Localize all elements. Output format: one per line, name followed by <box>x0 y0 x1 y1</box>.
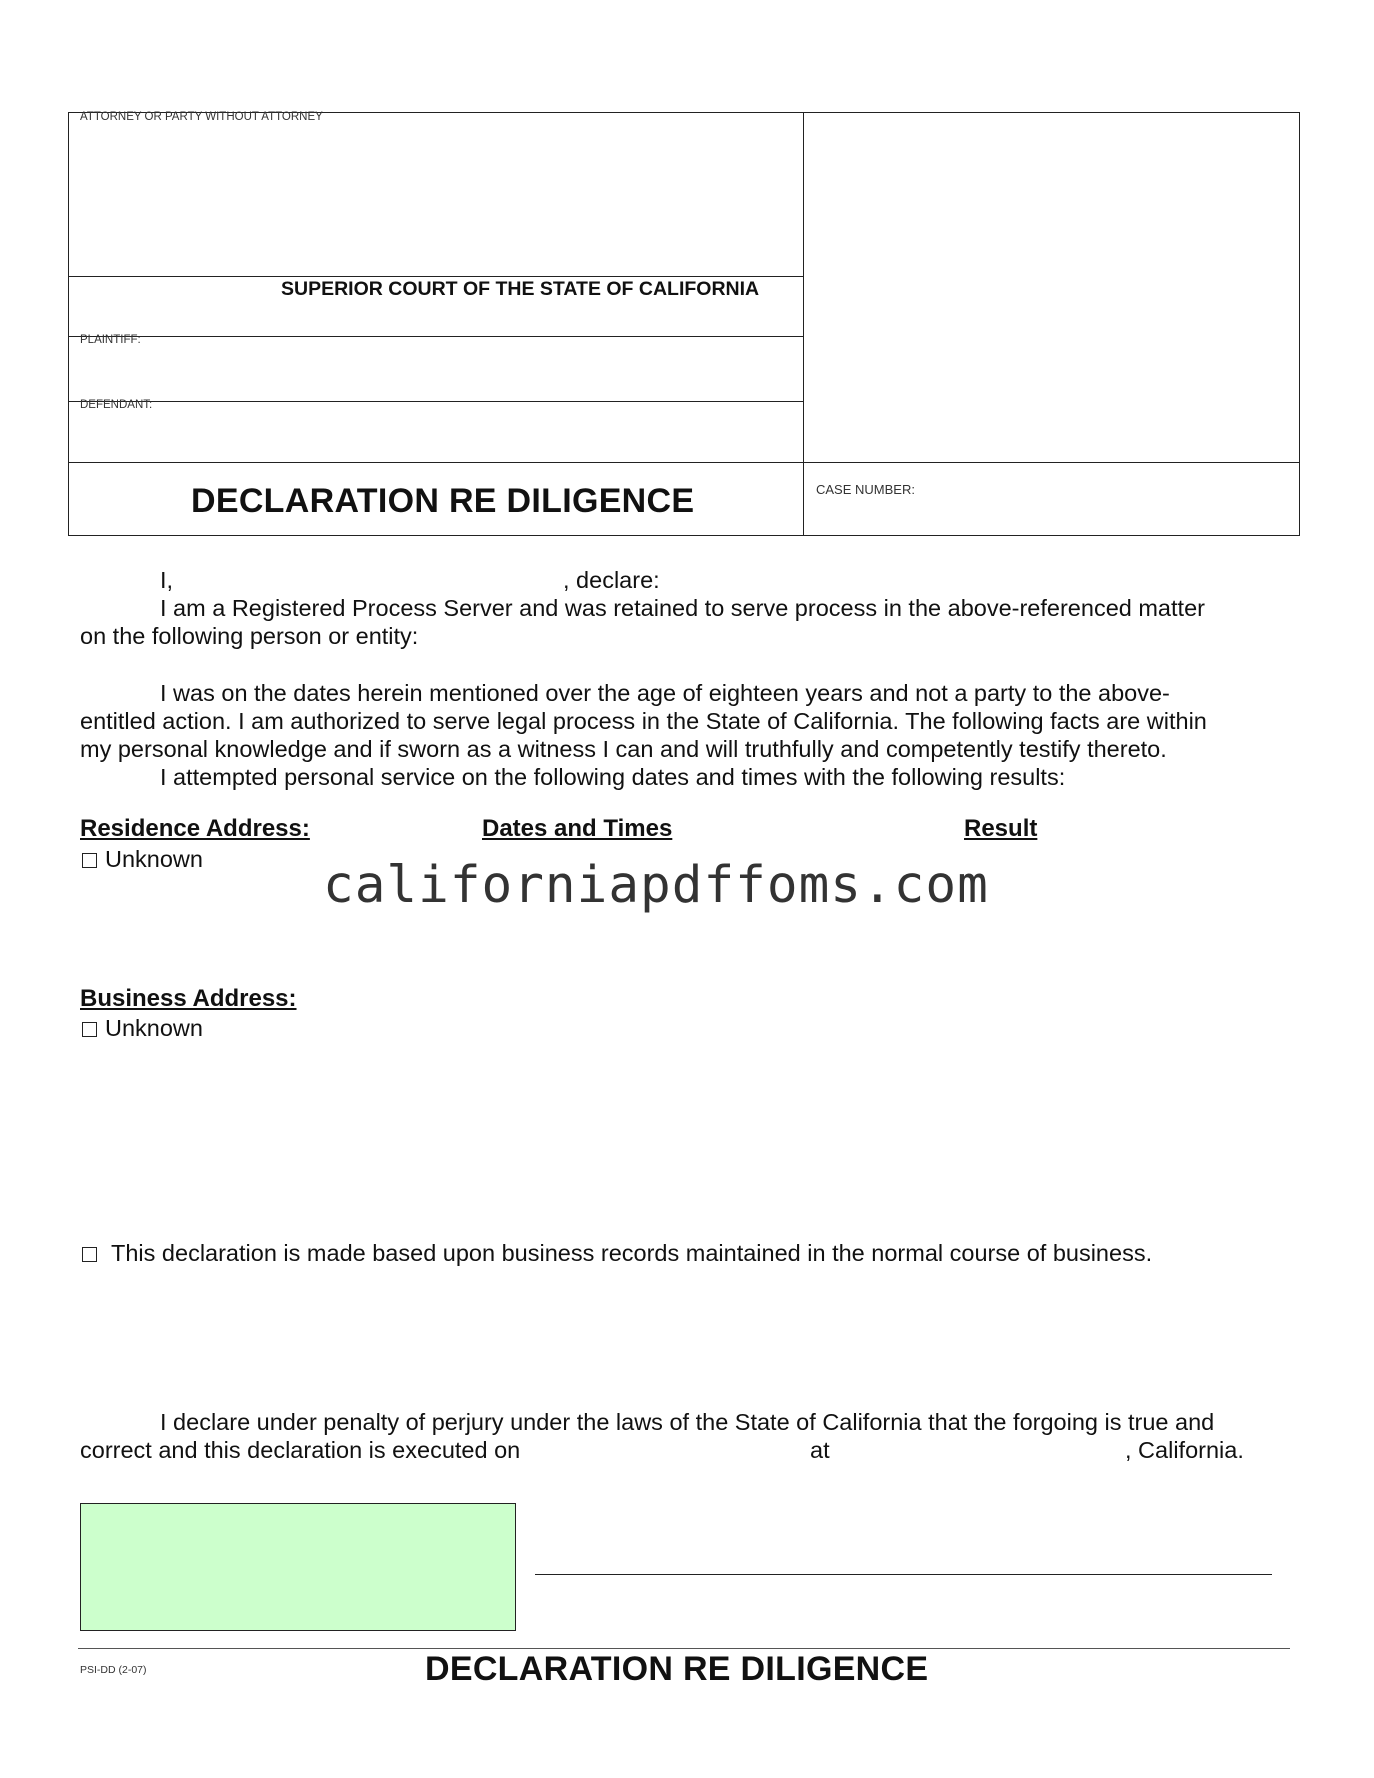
residence-address-heading: Residence Address: <box>80 815 310 842</box>
perjury-line-2-suffix: , California. <box>1125 1437 1244 1463</box>
age-line: I was on the dates herein mentioned over the age of eighteen years and not a party to the above- <box>160 680 1170 706</box>
perjury-line-1: I declare under penalty of perjury under the laws of the State of California that the forgoing is true and <box>160 1409 1215 1435</box>
residence-unknown-label: Unknown <box>105 846 203 872</box>
caption-divider-title <box>68 462 1300 463</box>
caption-divider-court <box>68 276 804 277</box>
caption-grid <box>68 112 1300 536</box>
dates-times-heading: Dates and Times <box>482 815 673 842</box>
signature-line[interactable] <box>535 1574 1272 1575</box>
knowledge-line: my personal knowledge and if sworn as a witness I can and will truthfully and competently testify thereto. <box>80 736 1167 762</box>
watermark-text: californiapdffoms.com <box>323 856 989 915</box>
footer-rule <box>78 1648 1290 1649</box>
business-unknown-option[interactable] <box>82 1014 203 1043</box>
caption-divider-defendant <box>68 401 804 402</box>
business-records-checkbox[interactable] <box>82 1247 97 1262</box>
attorney-label: ATTORNEY OR PARTY WITHOUT ATTORNEY <box>80 111 323 123</box>
court-name: SUPERIOR COURT OF THE STATE OF CALIFORNIA <box>281 278 760 300</box>
person-entity-line: on the following person or entity: <box>80 623 419 649</box>
business-records-option[interactable] <box>82 1239 1152 1268</box>
retained-line: I am a Registered Process Server and was retained to serve process in the above-referenced matter <box>160 595 1205 621</box>
business-records-label: This declaration is made based upon business records maintained in the normal course of business. <box>111 1240 1153 1266</box>
caption-divider-plaintiff <box>68 336 804 337</box>
business-address-heading: Business Address: <box>80 985 297 1012</box>
residence-unknown-checkbox[interactable] <box>82 853 97 868</box>
attempted-line: I attempted personal service on the following dates and times with the following results: <box>160 764 1066 790</box>
declarant-prefix: I, <box>160 567 174 593</box>
business-unknown-label: Unknown <box>105 1015 203 1041</box>
authorized-line: entitled action. I am authorized to serve legal process in the State of California. The following facts are within <box>80 708 1207 734</box>
business-unknown-checkbox[interactable] <box>82 1022 97 1037</box>
perjury-line-2-at: at <box>810 1437 830 1463</box>
form-code: PSI-DD (2-07) <box>80 1664 147 1676</box>
signature-stamp-box[interactable] <box>80 1503 516 1631</box>
case-number-label: CASE NUMBER: <box>816 482 915 497</box>
defendant-label: DEFENDANT: <box>80 399 153 411</box>
result-heading: Result <box>964 815 1038 842</box>
plaintiff-label: PLAINTIFF: <box>80 334 141 346</box>
perjury-line-2-prefix: correct and this declaration is executed on <box>80 1437 521 1463</box>
declarant-suffix: , declare: <box>563 567 660 593</box>
form-title: DECLARATION RE DILIGENCE <box>191 482 695 520</box>
residence-unknown-option[interactable] <box>82 845 203 874</box>
footer-title: DECLARATION RE DILIGENCE <box>425 1650 929 1688</box>
caption-divider-vertical <box>803 112 804 536</box>
